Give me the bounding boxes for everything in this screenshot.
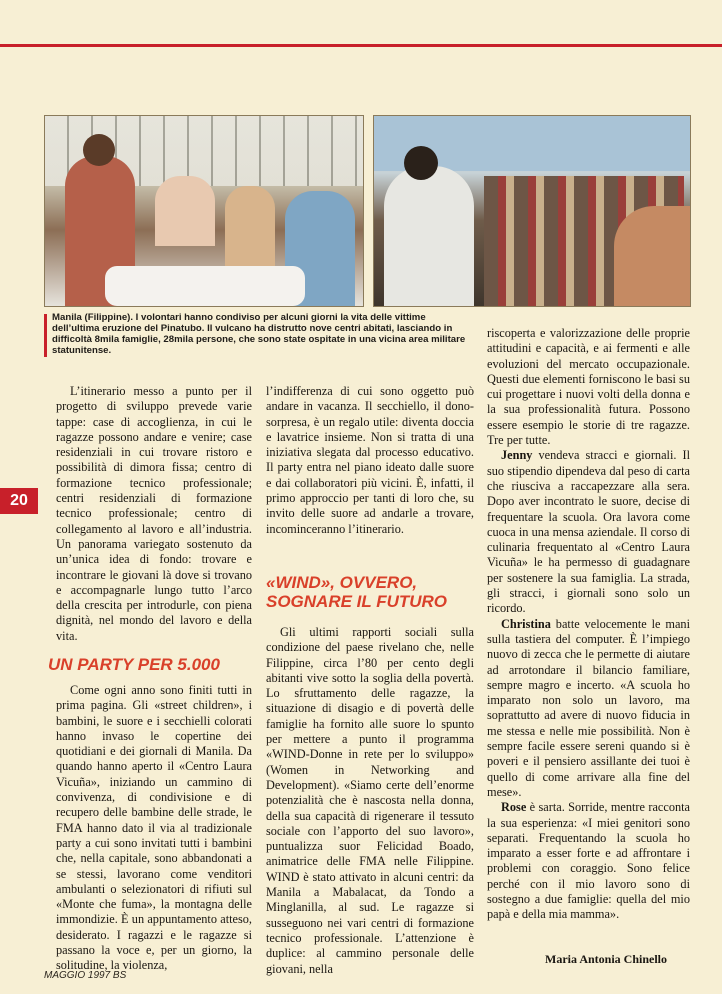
section-heading-party: UN PARTY PER 5.000 — [48, 655, 220, 674]
column-2-bottom — [266, 625, 474, 977]
paragraph: Come ogni anno sono finiti tutti in prima pagina. Gli «street children», i bambini, le suore e i secchielli colorati hanno invaso le copertine dei quotidiani e dei giornali di Manila. Da quando hanno aperto il «Centro Laura Vicuña», iniziando un cammino di convivenza, di condivisione e di recupero delle bambine delle strade, le FMA hanno dato il via al tradizionale party a cui sono invitati tutti i bambini che, nella capitale, sono abbandonati a se stessi, lavorano come venditori ambulanti o selezionatori di rifiuti sul «Monte che fuma», la montagna delle immondizie. È un appuntamento atteso, desiderato. I ragazzi e le ragazze si passano la voce e, per un giorno, la solitudine, la violenza, — [56, 683, 252, 973]
caption-marker — [44, 314, 47, 357]
name-jenny: Jenny — [501, 448, 533, 463]
column-1-top — [56, 384, 252, 644]
name-christina: Christina — [501, 616, 551, 631]
column-2-top — [266, 384, 474, 537]
photo-caption: Manila (Filippine). I volontari hanno condiviso per alcuni giorni la vita delle vittime dell’ultima eruzione del Pinatubo. Il vulcano ha distrutto nove centri abitati, lasciando in difficoltà 8mila famiglie, 28mila persone, che sono state ospitate in una vicina area militare statunitense. — [52, 312, 466, 356]
paragraph-rose — [487, 800, 690, 922]
column-3 — [487, 326, 690, 923]
page-footer: MAGGIO 1997 BS — [44, 970, 127, 981]
paragraph: L’itinerario messo a punto per il progetto di sviluppo prevede varie tappe: case di accoglienza, in cui le ragazze possono andare e venire; case residenziali in cui trovare ristoro e possibilità di dimora fissa; centro di formazione tecnico professionale; centri residenziali di formazione tecnico professionale; centro di collegamento al lavoro e all’industria. Un panorama variegato sostenuto da un’unica idea di fondo: trovare e incontrare le giovani là dove si trovano e accompagnarle lungo tutto l’arco della crescita per introdurle, con piena dignità, nel mondo del lavoro e della vita. — [56, 384, 252, 643]
paragraph: riscoperta e valorizzazione delle proprie attitudini e capacità, e ai fermenti e alle evoluzioni del mercato occupazionale. Questi due elementi forniscono le basi su cui progettare i nuovi volti della donna e la sua professionalità futura. Possono essere esempio le storie di tre ragazze. Tre per tutte. — [487, 326, 690, 448]
text-rose: è sarta. Sorride, mentre racconta la sua esperienza: «I miei genitori sono separati. Frequentando la scuola ho imparato a esser forte e ad affrontare i problemi con coraggio. Sono felice perché con il mio lavoro sono di sostegno a due famiglie: quella del mio papà e della mia mamma». — [487, 800, 690, 922]
name-rose: Rose — [501, 800, 527, 815]
paragraph: l’indifferenza di cui sono oggetto può andare in vacanza. Il secchiello, il dono-sorpresa, è un regalo utile: diventa doccia e lavatrice insieme. Non si tratta di una iniziativa slegata dal processo educativo. Il party entra nel piano ideato dalle suore e dai collaboratori più vicini. È, infatti, il primo approccio per tanti di loro che, su invito delle suore ad andarle a trovare, incominceranno l’itinerario. — [266, 384, 474, 536]
text-christina: batte velocemente le mani sulla tastiera del computer. È l’impiego nuovo di zecca che le permette di aiutare ad arrotondare il bilancio familiare, sempre magro e incerto. «A scuola ho imparato non solo un lavoro, ma soprattutto ad avere di nuovo fiducia in me stessa e nelle mie possibilità. Non è sempre facile essere sereni quando si è poveri e il pensiero assillante dei tuoi è quello di come arrivare alla fine del mese». — [487, 616, 690, 799]
column-1-bottom — [56, 683, 252, 974]
text-jenny: vendeva stracci e giornali. Il suo stipendio dipendeva dal peso di carta che riusciva a raccapezzare alla sera. Dopo aver incontrato le suore, decise di frequentare la scuola. Ora lavora come cuoca in una mensa aziendale. Il corso di culinaria frequentato al «Centro Laura Vicuña» le ha permesso di guadagnare per sostenere la sua famiglia. La strada, gli stracci, i giornali sono solo un ricordo. — [487, 448, 690, 616]
paragraph: Gli ultimi rapporti sociali sulla condizione del paese rivelano che, nelle Filippine, circa l’80 per cento degli abitanti vive sotto la soglia della povertà. Lo sfruttamento delle ragazze, la situazione di disagio e di povertà delle famiglie ha fornito alle suore lo spunto per mettere a punto il programma «WIND-Donne in rete per lo sviluppo» (Women in Networking and Development). «Siamo certe dell’enorme potenzialità che è nascosta nella donna, della sua capacità di rigenerare il tessuto sociale con l’apporto del suo lavoro», puntualizza suor Felicidad Boado, animatrice delle FMA nelle Filippine. WIND è stato attivato in alcuni centri: da Manila a Mabalacat, da Tondo a Minglanilla, al sud. Le ragazze si susseguono nei vari centri di formazione tecnico professionale. L’attenzione è duplice: al cammino personale delle giovani, nella — [266, 625, 474, 976]
author-signature: Maria Antonia Chinello — [545, 952, 668, 966]
paragraph-jenny — [487, 448, 690, 616]
top-rule — [0, 44, 722, 47]
photo-children — [373, 115, 691, 307]
page-number-tab: 20 — [0, 488, 38, 514]
paragraph-christina — [487, 617, 690, 801]
photo-volunteers — [44, 115, 364, 307]
section-heading-wind: «WIND», OVVERO, SOGNARE IL FUTURO — [266, 573, 448, 611]
